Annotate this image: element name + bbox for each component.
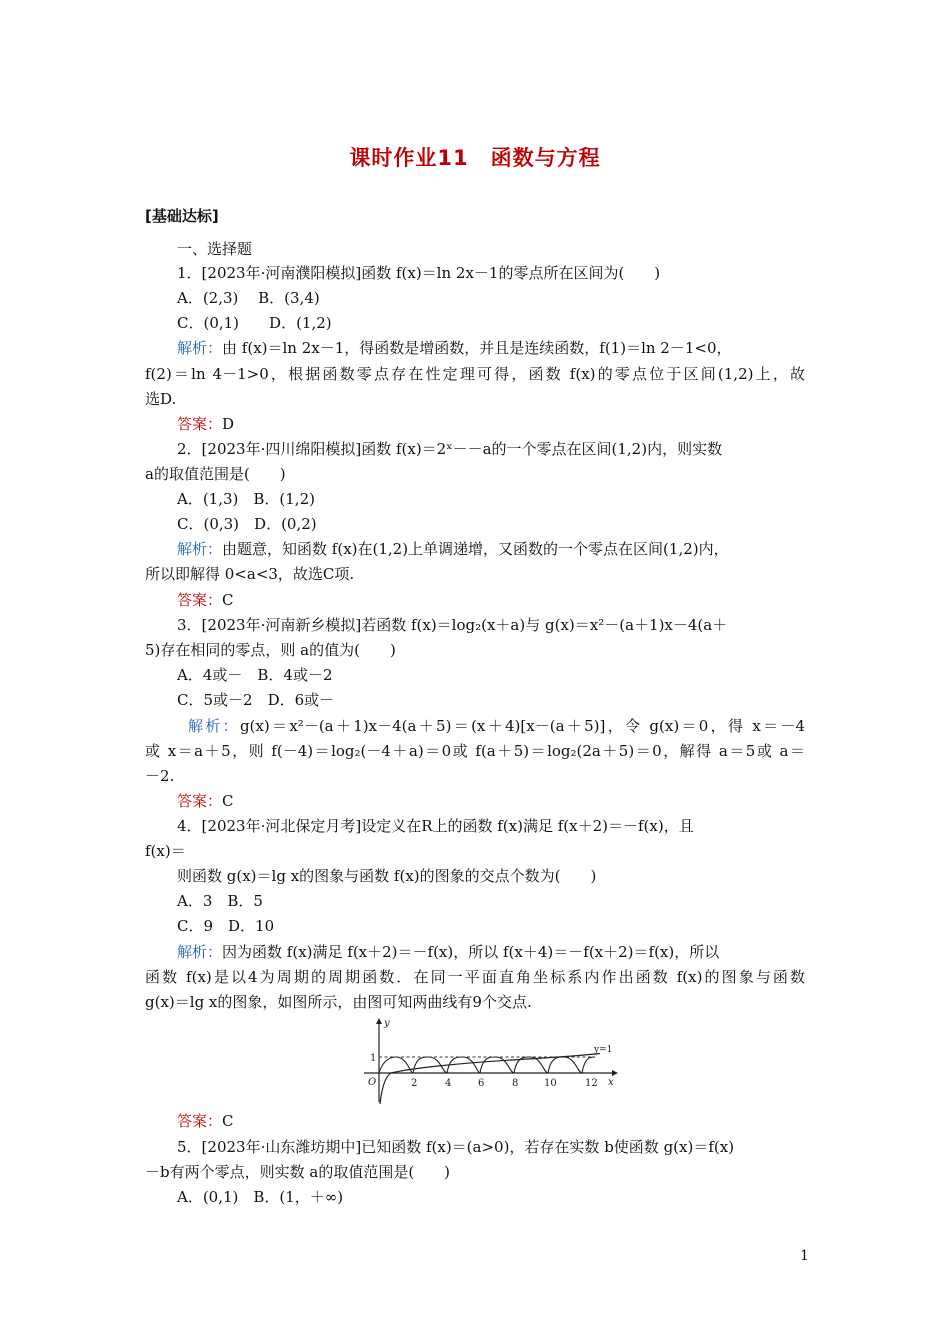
q2-options-cd: C．(0,3) D．(0,2)	[177, 515, 317, 533]
q4-options-ab: A．3 B．5	[177, 892, 263, 910]
q3-answer	[177, 789, 234, 814]
q4-analysis-text1: 因为函数 f(x)满足 f(x＋2)＝－f(x)，所以 f(x＋4)＝－f(x＋2)＝f(x)，所以	[222, 943, 720, 961]
tick-label: 6	[478, 1078, 485, 1089]
q2-stem-line1: 2．[2023年·四川绵阳模拟]函数 f(x)＝2ˣ－－a的一个零点在区间(1,2)内，则实数	[177, 440, 723, 458]
analysis-label: 解析：	[177, 540, 223, 558]
q4-intersection-graph	[362, 1016, 624, 1106]
q4-stem-line1: 4．[2023年·河北保定月考]设定义在R上的函数 f(x)满足 f(x＋2)＝－f(x)，且	[177, 817, 694, 835]
tick-label: 12	[585, 1078, 598, 1089]
q2-answer-value: C	[222, 591, 234, 609]
q1-answer	[177, 412, 234, 437]
one-label: 1	[370, 1053, 377, 1064]
q3-options-cd: C．5或－2 D．6或－	[177, 691, 335, 709]
q2-options-ab: A．(1,3) B．(1,2)	[177, 490, 315, 508]
page-title: 课时作业11 函数与方程	[349, 146, 601, 170]
x-axis-label: x	[608, 1077, 614, 1088]
q1-analysis-line3: 选D.	[145, 390, 177, 408]
q4-answer-value: C	[222, 1112, 234, 1130]
analysis-label: 解析：	[177, 943, 223, 961]
q4-stem-line3: 则函数 g(x)＝lg x的图象与函数 f(x)的图象的交点个数为( )	[177, 867, 597, 885]
q1-stem: 1．[2023年·河南濮阳模拟]函数 f(x)＝ln 2x－1的零点所在区间为( )	[177, 264, 661, 282]
answer-label: 答案：	[177, 792, 223, 810]
x-axis-arrow	[612, 1070, 618, 1076]
q3-stem-line1: 3．[2023年·河南新乡模拟]若函数 f(x)＝log₂(x＋a)与 g(x)＝x²－(a＋1)x－4(a＋	[177, 616, 728, 634]
q4-analysis-line3: g(x)＝lg x的图象，如图所示，由图可知两曲线有9个交点.	[145, 993, 532, 1011]
periodic-f-curve	[379, 1057, 595, 1073]
q3-stem-line2: 5)存在相同的零点，则 a的值为( )	[145, 641, 396, 659]
section-heading: [基础达标]	[145, 207, 219, 225]
hline-label: y=1	[594, 1045, 613, 1055]
analysis-label: 解析：	[177, 339, 223, 357]
q4-stem-line2: f(x)＝	[145, 842, 186, 860]
q1-analysis-text1: 由 f(x)＝ln 2x－1，得函数是增函数，并且是连续函数，f(1)＝ln 2－1<0，	[222, 339, 732, 357]
q3-options-ab: A．4或－ B．4或－2	[177, 666, 333, 684]
answer-label: 答案：	[177, 1112, 223, 1130]
q3-analysis-line2: 或 x＝a＋5，则 f(－4)＝log₂(－4＋a)＝0或 f(a＋5)＝log₂(2a＋5)＝0，解得 a＝5或 a＝	[145, 742, 805, 760]
q5-options-ab: A．(0,1) B．(1，＋∞)	[177, 1188, 344, 1206]
q1-options-ab: A．(2,3) B．(3,4)	[177, 289, 320, 307]
q2-analysis-line2: 所以即解得 0<a<3，故选C项.	[145, 565, 355, 583]
q5-stem-line1: 5．[2023年·山东潍坊期中]已知函数 f(x)＝(a>0)，若存在实数 b使函数 g(x)＝f(x)	[177, 1138, 735, 1156]
q4-answer	[177, 1109, 234, 1134]
q3-analysis-text1: g(x)＝x²－(a＋1)x－4(a＋5)＝(x＋4)[x－(a＋5)]，令 g(x)＝0，得 x＝－4	[239, 717, 805, 735]
y-axis-label: y	[384, 1018, 390, 1029]
tick-label: 8	[512, 1078, 519, 1089]
q1-answer-value: D	[222, 415, 235, 433]
y-axis-arrow	[376, 1018, 382, 1024]
q2-analysis-line1	[177, 537, 805, 562]
tick-label: 4	[445, 1078, 452, 1089]
q4-analysis-line2: 函数 f(x)是以4为周期的周期函数．在同一平面直角坐标系内作出函数 f(x)的图象与函数	[145, 968, 805, 986]
tick-label: 2	[411, 1078, 418, 1089]
q2-answer	[177, 588, 234, 613]
page-number: 1	[800, 1248, 809, 1264]
tick-label: 10	[544, 1078, 557, 1089]
q2-stem-line2: a的取值范围是( )	[145, 465, 286, 483]
q1-analysis-line2: f(2)＝ln 4－1>0，根据函数零点存在性定理可得，函数 f(x)的零点位于区间(1,2)上，故	[145, 365, 805, 383]
q1-analysis-line1	[177, 336, 805, 361]
q3-answer-value: C	[222, 792, 234, 810]
q4-options-cd: C．9 D．10	[177, 917, 275, 935]
q4-analysis-line1	[177, 940, 805, 965]
q3-analysis-line3: －2.	[145, 767, 175, 785]
answer-label: 答案：	[177, 415, 223, 433]
q2-analysis-text1: 由题意，知函数 f(x)在(1,2)上单调递增，又函数的一个零点在区间(1,2)内，	[222, 540, 729, 558]
subsection-heading: 一、选择题	[177, 240, 253, 258]
answer-label: 答案：	[177, 591, 223, 609]
q3-analysis-line1	[188, 714, 805, 739]
origin-label: O	[368, 1077, 377, 1088]
q5-stem-line2: －b有两个零点，则实数 a的取值范围是( )	[145, 1163, 451, 1181]
q1-options-cd: C．(0,1) D．(1,2)	[177, 314, 332, 332]
analysis-label: 解析：	[188, 717, 240, 735]
